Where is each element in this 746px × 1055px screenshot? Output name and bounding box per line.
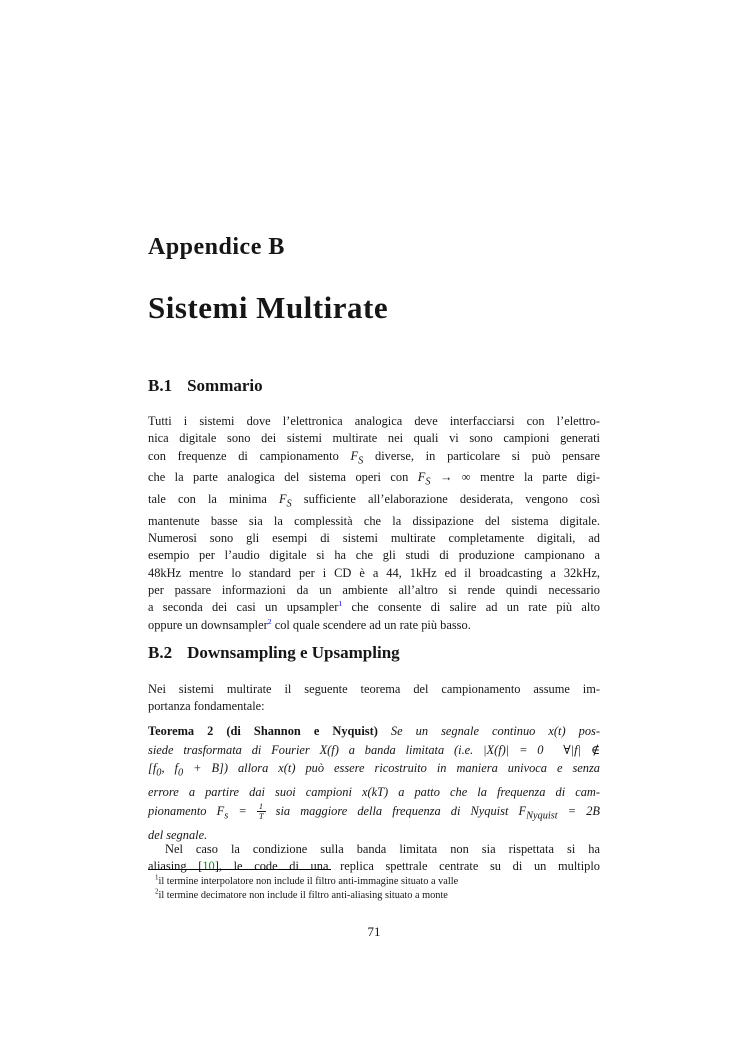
footnote-text: il termine interpolatore non include il filtro anti-immagine situato a valle (158, 876, 459, 887)
theorem-block (148, 722, 600, 845)
footnote-2 (148, 889, 600, 903)
text-line: Nei sistemi multirate il seguente teorema del campionamento assume im- (148, 682, 600, 696)
chapter-label: Appendice B (148, 234, 285, 260)
section-title: Sommario (187, 376, 263, 395)
text-line: [$f_0$, $f_0 + B$]) allora x(t) può essere ricostruito in maniera univoca e senza (148, 761, 600, 779)
footnote-link-1[interactable]: 1 (338, 599, 343, 609)
text-line: tale con la minima $F_S$ sufficiente all’elaborazione desiderata, vengono così (148, 492, 600, 510)
section-title: Downsampling e Upsampling (187, 643, 400, 662)
footnote-text: il termine decimatore non include il filtro anti-aliasing situato a monte (158, 890, 448, 901)
text-line: Tutti i sistemi dove l’elettronica analogica deve interfacciarsi con l’elettro- (148, 414, 600, 428)
text-line: aliasing [10], le code di una replica spettrale centrate su di un multiplo (148, 859, 600, 874)
section-number: B.1 (148, 376, 173, 395)
text-line: errore a partire dai suoi campioni x(kT) a patto che la frequenza di cam- (148, 785, 600, 800)
text-line: con frequenze di campionamento $F_S$ diverse, in particolare si può pensare (148, 448, 600, 467)
text-line: mantenute basse sia la complessità che la dissipazione del sistema digitale. (148, 513, 600, 528)
text-line: del segnale. (148, 827, 208, 842)
footnote-marker-1: 1 (155, 873, 159, 882)
footnotes (148, 875, 600, 903)
paragraph-aliasing (148, 841, 600, 876)
text-line: a seconda dei casi un upsampler$^1$ che consente di salire ad un rate più alto (148, 599, 600, 615)
text-line: siede trasformata di Fourier X(f) a banda limitata (i.e. |X(f)| = 0 ∀|f| ∉ (148, 742, 600, 757)
text-line: per passare informazioni da un ambiente all’altro si rende quindi necessario (148, 583, 600, 598)
footnote-link-2[interactable]: 2 (267, 616, 272, 626)
text-line: nica digitale sono dei sistemi multirate nei quali vi sono campioni generati (148, 431, 600, 446)
text-line: che la parte analogica del sistema operi con $F_S$ → ∞ mentre la parte digi- (148, 470, 600, 488)
text-line: Numerosi sono gli esempi di sistemi multirate completamente digitali, ad (148, 531, 600, 546)
text-line: oppure un downsampler$^2$ col quale scendere ad un rate più basso. (148, 616, 471, 632)
section-number: B.2 (148, 643, 173, 662)
footnote-marker-2: 2 (155, 887, 159, 896)
section-heading-b2 (148, 643, 600, 663)
text-line: Nel caso la condizione sulla banda limitata non sia rispettata si ha (165, 842, 600, 856)
theorem-label: Teorema 2 (di Shannon e Nyquist) (148, 724, 378, 738)
chapter-title: Sistemi Multirate (148, 290, 389, 325)
citation-10[interactable]: 10 (202, 859, 215, 874)
text-line: Teorema 2 (di Shannon e Nyquist) Se un segnale continuo x(t) pos- (148, 724, 601, 738)
section-heading-b1 (148, 376, 600, 396)
text-line: pionamento $F_s$ = $\frac{1}{T}$ sia maggiore della frequenza di Nyquist $F_{Nyquist} = 2B$ (148, 801, 600, 822)
footnote-1 (148, 875, 600, 889)
page-number: 71 (367, 924, 381, 939)
paragraph-b2-intro (148, 681, 600, 716)
paragraph-sommario (148, 413, 600, 634)
text-line: 48kHz mentre lo standard per i CD è a 44, 1kHz ed il broadcasting a 32kHz, (148, 565, 600, 580)
footnote-rule (148, 869, 331, 870)
text-line: esempio per l’audio digitale si ha che gli studi di produzione campionano a (148, 548, 600, 563)
text-line: portanza fondamentale: (148, 699, 265, 714)
